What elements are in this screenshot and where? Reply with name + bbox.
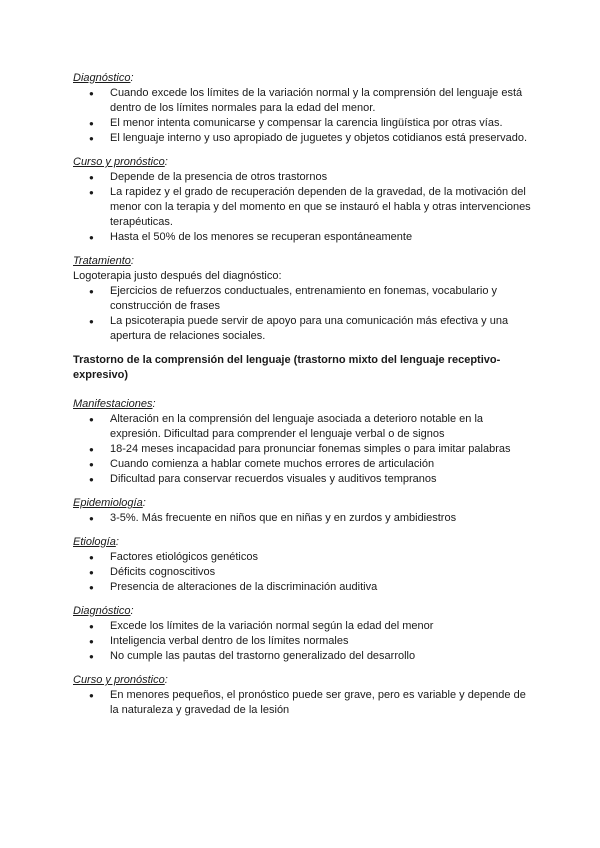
- list-item: ● Factores etiológicos genéticos: [73, 550, 533, 565]
- list-item: ● Presencia de alteraciones de la discriminación auditiva: [73, 580, 533, 595]
- list-item: ● El lenguaje interno y uso apropiado de juguetes y objetos cotidianos está preservado.: [73, 131, 533, 146]
- bullet-list: [73, 550, 533, 595]
- topic-heading: Trastorno de la comprensión del lenguaje (trastorno mixto del lenguaje receptivo-expresivo): [73, 354, 501, 381]
- list-item: ● Alteración en la comprensión del lenguaje asociada a deterioro notable en la expresión. Dificultad para comprender el lenguaje verbal o de signos: [73, 412, 533, 442]
- section-title: Manifestaciones :: [73, 398, 156, 410]
- section-title: Curso y pronóstico :: [73, 674, 168, 686]
- list-item: ● 3-5%. Más frecuente en niños que en niñas y en zurdos y ambidiestros: [73, 511, 533, 526]
- list-item: ● El menor intenta comunicarse y compensar la carencia lingüística por otras vías.: [73, 116, 533, 131]
- bullet-list: [73, 412, 533, 487]
- section-curso-1: [73, 155, 533, 245]
- section-title: Curso y pronóstico :: [73, 156, 168, 168]
- section-title: Epidemiología :: [73, 497, 146, 509]
- section-tratamiento: [73, 254, 533, 344]
- section-title: Diagnóstico :: [73, 72, 134, 84]
- list-item: ● Depende de la presencia de otros trastornos: [73, 170, 533, 185]
- list-item: ● En menores pequeños, el pronóstico puede ser grave, pero es variable y depende de la naturaleza y gravedad de la lesión: [73, 688, 533, 718]
- list-item: ● No cumple las pautas del trastorno generalizado del desarrollo: [73, 649, 533, 664]
- list-item: ● Inteligencia verbal dentro de los límites normales: [73, 634, 533, 649]
- list-item: ● Excede los límites de la variación normal según la edad del menor: [73, 619, 533, 634]
- section-epidemiologia: [73, 496, 533, 526]
- section-diagnostico-2: [73, 604, 533, 664]
- section-title: Diagnóstico :: [73, 605, 134, 617]
- section-intro: Logoterapia justo después del diagnóstico:: [73, 270, 282, 282]
- section-title: Etiología :: [73, 536, 119, 548]
- list-item: ● La rapidez y el grado de recuperación dependen de la gravedad, de la motivación del menor con la terapia y del momento en que se instauró el habla y otras intervenciones terapéuticas.: [73, 185, 533, 230]
- list-item: ● Dificultad para conservar recuerdos visuales y auditivos tempranos: [73, 472, 533, 487]
- bullet-list: [73, 511, 533, 526]
- bullet-list: [73, 86, 533, 146]
- list-item: ● Hasta el 50% de los menores se recuperan espontáneamente: [73, 230, 533, 245]
- list-item: ● Déficits cognoscitivos: [73, 565, 533, 580]
- section-curso-2: [73, 673, 533, 718]
- section-manifestaciones: [73, 397, 533, 487]
- list-item: ● Cuando comienza a hablar comete muchos errores de articulación: [73, 457, 533, 472]
- bullet-list: [73, 688, 533, 718]
- section-title: Tratamiento :: [73, 255, 134, 267]
- list-item: ● La psicoterapia puede servir de apoyo para una comunicación más efectiva y una apertura de relaciones sociales.: [73, 314, 533, 344]
- bullet-list: [73, 284, 533, 344]
- bullet-list: [73, 619, 533, 664]
- list-item: ● Ejercicios de refuerzos conductuales, entrenamiento en fonemas, vocabulario y construcción de frases: [73, 284, 533, 314]
- section-etiologia: [73, 535, 533, 595]
- document-body: [73, 71, 533, 727]
- list-item: ● Cuando excede los límites de la variación normal y la comprensión del lenguaje está dentro de los límites normales para la edad del menor.: [73, 86, 533, 116]
- list-item: ● 18-24 meses incapacidad para pronunciar fonemas simples o para imitar palabras: [73, 442, 533, 457]
- bullet-list: [73, 170, 533, 245]
- section-diagnostico-1: [73, 71, 533, 146]
